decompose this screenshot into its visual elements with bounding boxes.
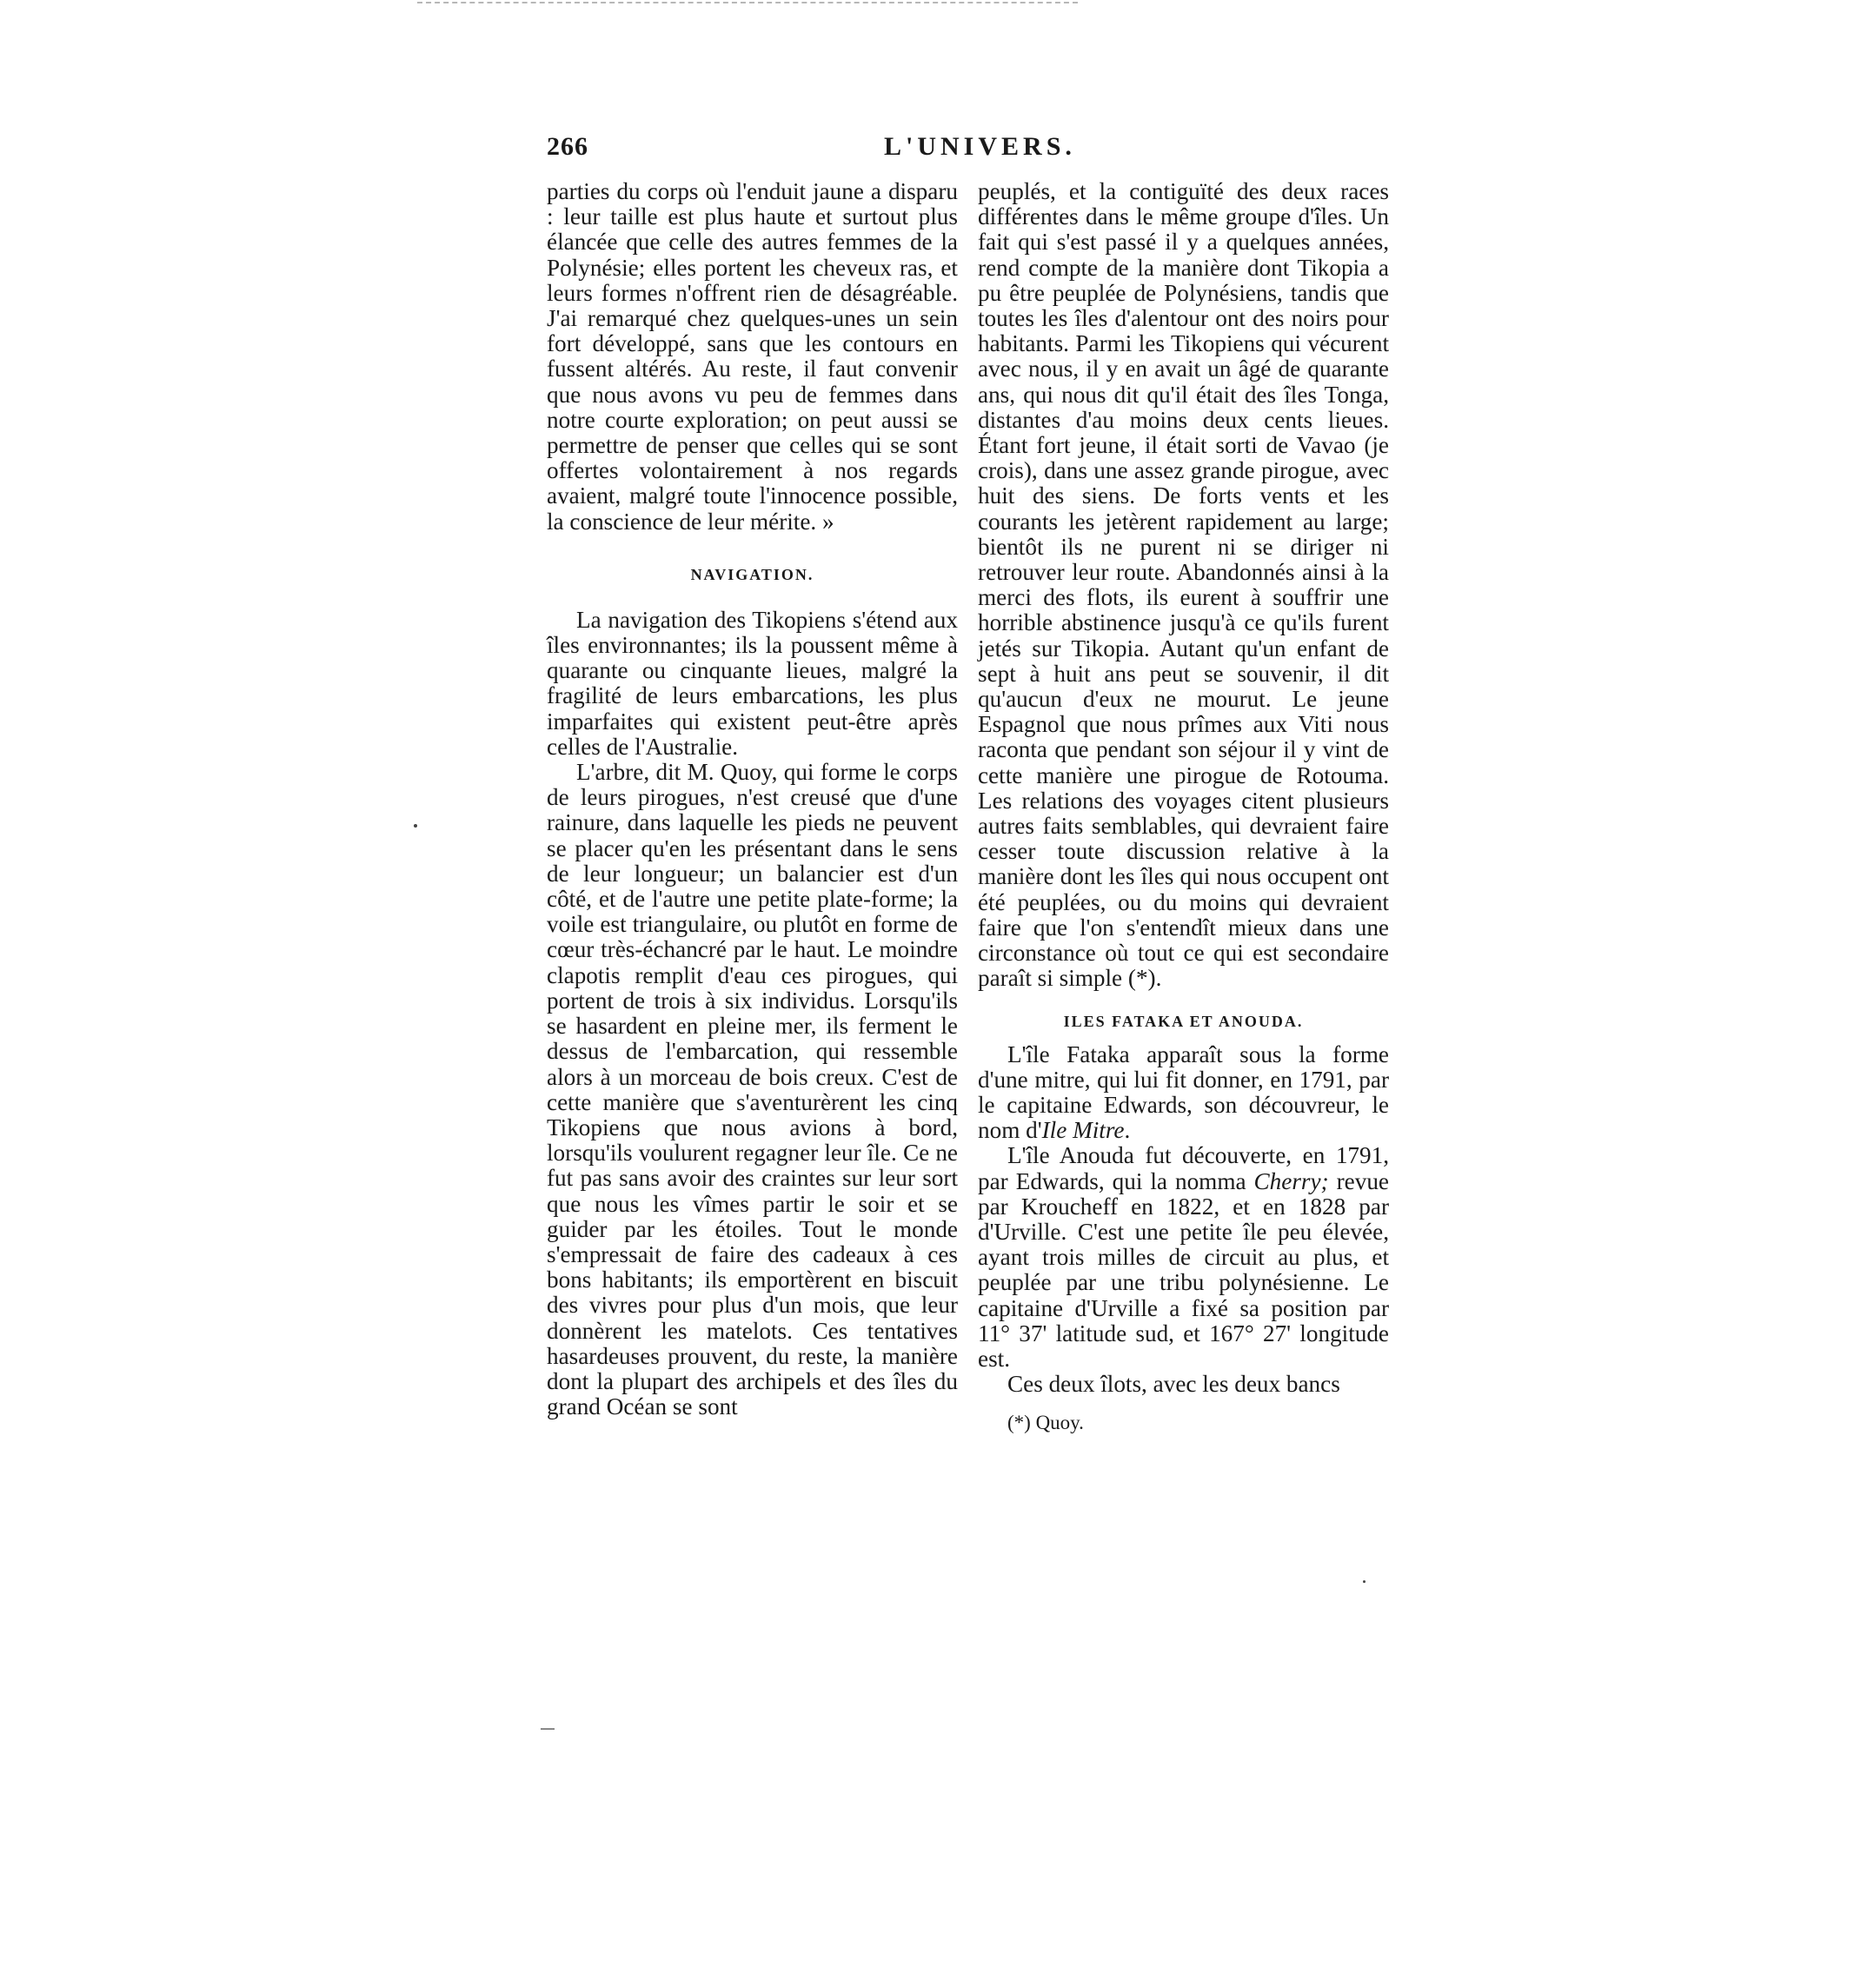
fataka-text-end: .	[1124, 1117, 1131, 1144]
paragraph-quoy-canoes: L'arbre, dit M. Quoy, qui forme le corps de leurs pirogues, n'est creusé que d'une rainure, dans laquelle les pieds ne peuvent se placer qu'en les présentant dans le sens de leur longueur; un balancier est d'un côté, et de l'autre une petite plate-forme; la voile est triangulaire, ou plutôt en forme de cœur très-échancré par le haut. Le moindre clapotis remplit d'eau ces pirogues, qui portent de trois à six individus. Lorsqu'ils se hasardent en pleine mer, ils ferment le dessus de l'embarcation, qui ressemble alors à un morceau de bois creux. C'est de cette manière que s'aventurèrent les cinq Tikopiens que nous avions à bord, lorsqu'ils voulurent regagner leur île. Ce ne fut pas sans avoir des craintes sur leur sort que nous les vîmes partir le soir et se guider par les étoiles. Tout le monde s'empressait de faire des cadeaux à ces bons habitants; ils emportèrent en biscuit des vivres pour plus d'un mois, que leur donnèrent les matelots. Ces tentatives hasardeuses prouvent, du reste, la manière dont la plupart des archipels et des îles du grand Océan se sont	[547, 759, 958, 1420]
left-column	[547, 179, 958, 1420]
paragraph-continued: parties du corps où l'enduit jaune a disparu : leur taille est plus haute et surtout plus élancée que celle des autres femmes de la Polynésie; elles portent les cheveux ras, et leurs formes n'offrent rien de désagréable. J'ai remarqué chez quelques-unes un sein fort développé, sans que les contours en fussent altérés. Au reste, il faut convenir que nous avons vu peu de femmes dans notre courte exploration; on peut aussi se permettre de penser que celles qui se sont offertes volontairement à nos regards avaient, malgré toute l'innocence possible, la conscience de leur mérite. »	[547, 178, 958, 535]
paragraph-fataka	[978, 1042, 1389, 1144]
scan-edge-marks	[417, 2, 1078, 12]
section-heading-fataka-anouda: ILES FATAKA ET ANOUDA.	[1063, 1012, 1304, 1030]
book-page	[541, 130, 1397, 1556]
running-title: L'UNIVERS.	[884, 132, 1076, 161]
cherry-italic: Cherry;	[1253, 1167, 1329, 1194]
scan-edge-mark	[541, 1728, 555, 1730]
scan-speck	[1363, 1580, 1366, 1583]
right-column	[978, 179, 1389, 1435]
page-number: 266	[547, 132, 588, 161]
anouda-text: L'île Anouda fut découverte, en 1791, par Edwards, qui la nomma	[978, 1142, 1389, 1194]
paragraph-navigation-intro: La navigation des Tikopiens s'étend aux îles environnantes; ils la poussent même à quarante ou cinquante lieues, malgré la fragilité de leurs embarcations, les plus imparfaites qui existent peut-être après celles de l'Australie.	[547, 606, 958, 760]
paragraph-anouda	[978, 1143, 1389, 1372]
section-heading-navigation: NAVIGATION.	[690, 565, 814, 583]
footnote: (*) Quoy.	[1007, 1412, 1084, 1434]
anouda-text-end: revue par Kroucheff en 1822, et en 1828 par d'Urville. C'est une petite île peu élevée, ayant trois milles de circuit au plus, et peuplée par une tribu polynésienne. Le capitaine d'Urville a fixé sa position par 11° 37' latitude sud, et 167° 27' longitude est.	[978, 1167, 1389, 1372]
fataka-text: L'île Fataka apparaît sous la forme d'une mitre, qui lui fit donner, en 1791, par le capitaine Edwards, son découvreur, le nom d'	[978, 1041, 1389, 1144]
scan-speck	[414, 824, 417, 828]
paragraph-ilots: Ces deux îlots, avec les deux bancs	[1007, 1371, 1340, 1398]
paragraph-peuplement: peuplés, et la contiguïté des deux races différentes dans le même groupe d'îles. Un fait qui s'est passé il y a quelques années, rend compte de la manière dont Tikopia a pu être peuplée de Polynésiens, tandis que toutes les îles d'alentour ont des noirs pour habitants. Parmi les Tikopiens qui vécurent avec nous, il y en avait un âgé de quarante ans, qui nous dit qu'il était des îles Tonga, distantes d'au moins deux cents lieues. Étant fort jeune, il était sorti de Vavao (je crois), dans une assez grande pirogue, avec huit des siens. De forts vents et les courants les jetèrent rapidement au large; bientôt ils ne purent ni se diriger ni retrouver leur route. Abandonnés ainsi à la merci des flots, ils eurent à souffrir une horrible abstinence jusqu'à ce qu'ils furent jetés sur Tikopia. Autant qu'un enfant de sept à huit ans peut se souvenir, il dit qu'aucun d'eux ne mourut. Le jeune Espagnol que nous prîmes aux Viti nous raconta que pendant son séjour il y vint de cette manière une pirogue de Rotouma. Les relations des voyages citent plusieurs autres faits semblables, qui devraient faire cesser toute discussion relative à la manière dont les îles qui nous occupent ont été peuplées, ou du moins qui devraient faire que l'on s'entendît mieux dans une circonstance où tout ce qui est secondaire paraît si simple (*).	[978, 178, 1389, 992]
ile-mitre-italic: Ile Mitre	[1041, 1117, 1125, 1144]
running-head	[541, 130, 1397, 170]
